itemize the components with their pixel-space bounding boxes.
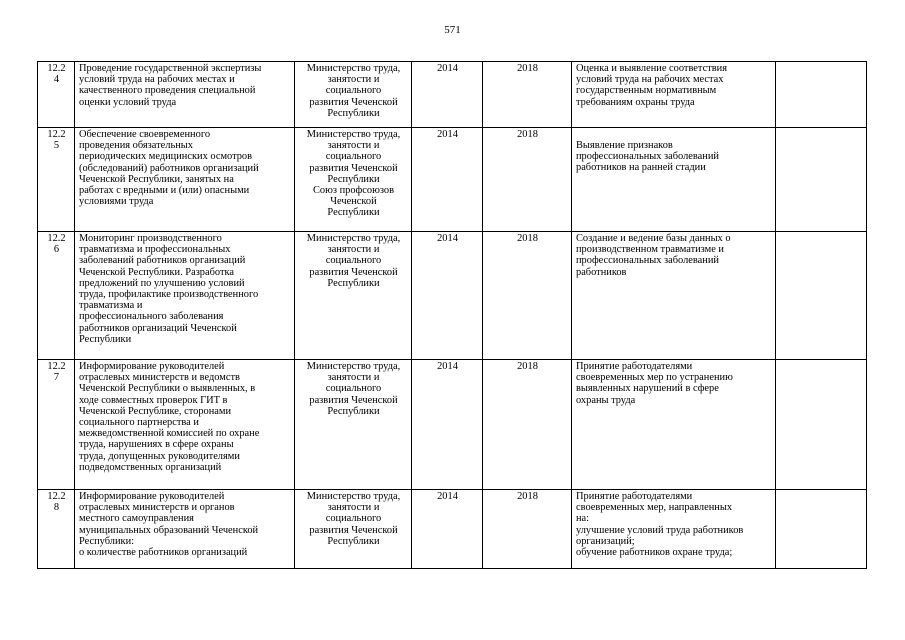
expected-result-cell [572, 232, 776, 360]
executor-line: развития Чеченской [309, 162, 398, 174]
note-cell [776, 232, 867, 360]
page-number: 571 [444, 24, 461, 36]
event-name-cell [75, 232, 295, 360]
table-row [38, 360, 867, 490]
start-year-cell: 2014 [412, 490, 483, 569]
executor-line: развития Чеченской [309, 96, 398, 108]
executor-line: Министерство труда, [306, 63, 401, 74]
event-line: периодических медицинских осмотров [79, 151, 253, 163]
note-cell [776, 128, 867, 232]
event-line: местного самоуправления [79, 513, 194, 525]
executor-line: Министерство труда, [306, 361, 401, 372]
event-line: муниципальных образований Чеченской [79, 524, 259, 536]
event-line: профессионального заболевания [79, 311, 224, 323]
item-number-cell [38, 232, 75, 360]
num-line: 12.2 [47, 491, 66, 502]
event-line: Информирование руководителей [79, 491, 225, 502]
executor-line: Союз профсоюзов [313, 185, 394, 197]
note-cell [776, 62, 867, 128]
result-line: Принятие работодателями [576, 491, 693, 502]
item-number-cell [38, 62, 75, 128]
executor-line: развития Чеченской [309, 524, 398, 536]
executor-line: Чеченской [330, 196, 377, 208]
start-year-cell: 2014 [412, 62, 483, 128]
result-line: своевременных мер, направленных [576, 502, 733, 514]
expected-result-cell [572, 128, 776, 232]
num-line: 6 [53, 244, 60, 256]
result-line: улучшение условий труда работников [576, 524, 744, 536]
event-line: Мониторинг производственного [79, 233, 222, 244]
executor-line: Министерство труда, [306, 233, 401, 244]
num-line: 7 [53, 372, 60, 384]
event-line: условий труда на рабочих местах и [79, 74, 235, 86]
result-line: выявленных нарушений в сфере [576, 383, 719, 395]
table-row [38, 490, 867, 569]
expected-result-cell [572, 62, 776, 128]
executor-line: Республики [327, 207, 380, 219]
result-line: условий труда на рабочих местах [576, 74, 724, 86]
result-line: Выявление признаков [576, 140, 673, 151]
num-line: 12.2 [47, 63, 66, 74]
event-line: Обеспечение своевременного [79, 129, 211, 140]
event-line: заболеваний работников организаций [79, 255, 246, 267]
event-line: межведомственной комиссией по охране [79, 428, 260, 440]
start-year-cell: 2014 [412, 360, 483, 490]
event-line: отраслевых министерств и органов [79, 502, 235, 514]
event-line: отраслевых министерств и ведомств [79, 372, 240, 384]
num-line: 8 [53, 502, 60, 514]
event-line: травматизма и профессиональных [79, 244, 231, 256]
executor-cell [295, 490, 412, 569]
table-row [38, 232, 867, 360]
executor-line: развития Чеченской [309, 266, 398, 278]
event-line: Республики [79, 333, 132, 345]
event-line: травматизма и [79, 300, 143, 312]
executor-line: занятости и [327, 140, 380, 152]
event-line: труда, нарушениях в сфере охраны [79, 439, 234, 451]
result-line: профессиональных заболеваний [576, 151, 719, 163]
end-year-cell: 2018 [483, 62, 572, 128]
table-row [38, 128, 867, 232]
event-line: Республики: [79, 535, 135, 547]
event-line: (обследований) работников организаций [79, 162, 259, 174]
event-line: подведомственных организаций [79, 461, 222, 473]
event-line: Чеченской Республики, занятых на [79, 173, 234, 185]
end-year-cell: 2018 [483, 232, 572, 360]
event-line: Информирование руководителей [79, 361, 225, 372]
event-line: труда, профилактике производственного [79, 289, 259, 301]
event-line: предложений по улучшению условий [79, 277, 245, 289]
executor-line: Министерство труда, [306, 491, 401, 502]
executor-line: Республики [327, 405, 380, 417]
event-line: Проведение государственной экспертизы [79, 63, 262, 74]
executor-cell [295, 232, 412, 360]
start-year-cell: 2014 [412, 232, 483, 360]
expected-result-cell [572, 360, 776, 490]
executor-line: социального [325, 85, 382, 97]
executor-cell [295, 128, 412, 232]
result-line: производственном травматизме и [576, 244, 724, 256]
result-line: охраны труда [576, 394, 636, 406]
note-cell [776, 490, 867, 569]
start-year-cell: 2014 [412, 128, 483, 232]
event-line: работах с вредными и (или) опасными [79, 185, 250, 197]
event-line: качественного проведения специальной [79, 85, 256, 97]
result-line: работников на ранней стадии [576, 162, 706, 174]
result-line: требованиям охраны труда [576, 96, 695, 108]
item-number-cell [38, 490, 75, 569]
executor-line: Республики [327, 173, 380, 185]
executor-line: Республики [327, 107, 380, 119]
event-line: оценки условий труда [79, 96, 177, 108]
num-line: 12.2 [47, 129, 66, 140]
executor-line: социального [325, 255, 382, 267]
measures-table [37, 61, 867, 569]
end-year-cell: 2018 [483, 128, 572, 232]
item-number-cell [38, 128, 75, 232]
end-year-cell: 2018 [483, 360, 572, 490]
executor-line: развития Чеченской [309, 394, 398, 406]
event-line: проведения обязательных [79, 140, 193, 152]
result-line: Создание и ведение базы данных о [576, 233, 731, 244]
event-line: ходе совместных проверок ГИТ в [79, 394, 228, 406]
expected-result-cell [572, 490, 776, 569]
executor-cell [295, 360, 412, 490]
note-cell [776, 360, 867, 490]
result-line: Принятие работодателями [576, 361, 693, 372]
executor-line: Республики [327, 535, 380, 547]
result-line: на: [576, 513, 590, 525]
event-line: Чеченской Республики о выявленных, в [79, 383, 256, 395]
event-name-cell [75, 62, 295, 128]
event-name-cell [75, 360, 295, 490]
executor-line: социального [325, 383, 382, 395]
result-line: организаций; [576, 535, 635, 547]
result-line: обучение работников охране труда; [576, 547, 733, 559]
result-line: своевременных мер по устранению [576, 372, 733, 384]
item-number-cell [38, 360, 75, 490]
event-line: условиями труда [79, 196, 154, 208]
result-line: Оценка и выявление соответствия [576, 63, 727, 74]
executor-line: занятости и [327, 244, 380, 256]
event-line: Чеченской Республики. Разработка [79, 266, 235, 278]
event-name-cell [75, 128, 295, 232]
result-line: работников [576, 266, 627, 278]
executor-line: занятости и [327, 372, 380, 384]
result-line: государственным нормативным [576, 85, 717, 97]
event-name-cell [75, 490, 295, 569]
executor-cell [295, 62, 412, 128]
event-line: социального партнерства и [79, 417, 199, 429]
event-line: о количестве работников организаций [79, 547, 248, 559]
executor-line: занятости и [327, 502, 380, 514]
event-line: Чеченской Республике, сторонами [79, 405, 232, 417]
end-year-cell: 2018 [483, 490, 572, 569]
table-row [38, 62, 867, 128]
executor-line: Министерство труда, [306, 129, 401, 140]
num-line: 12.2 [47, 361, 66, 372]
event-line: труда, допущенных руководителями [79, 450, 240, 462]
executor-line: социального [325, 151, 382, 163]
num-line: 4 [53, 74, 60, 86]
executor-line: занятости и [327, 74, 380, 86]
num-line: 5 [53, 140, 60, 152]
executor-line: Республики [327, 277, 380, 289]
executor-line: социального [325, 513, 382, 525]
num-line: 12.2 [47, 233, 66, 244]
result-line: профессиональных заболеваний [576, 255, 719, 267]
event-line: работников организаций Чеченской [79, 322, 237, 334]
